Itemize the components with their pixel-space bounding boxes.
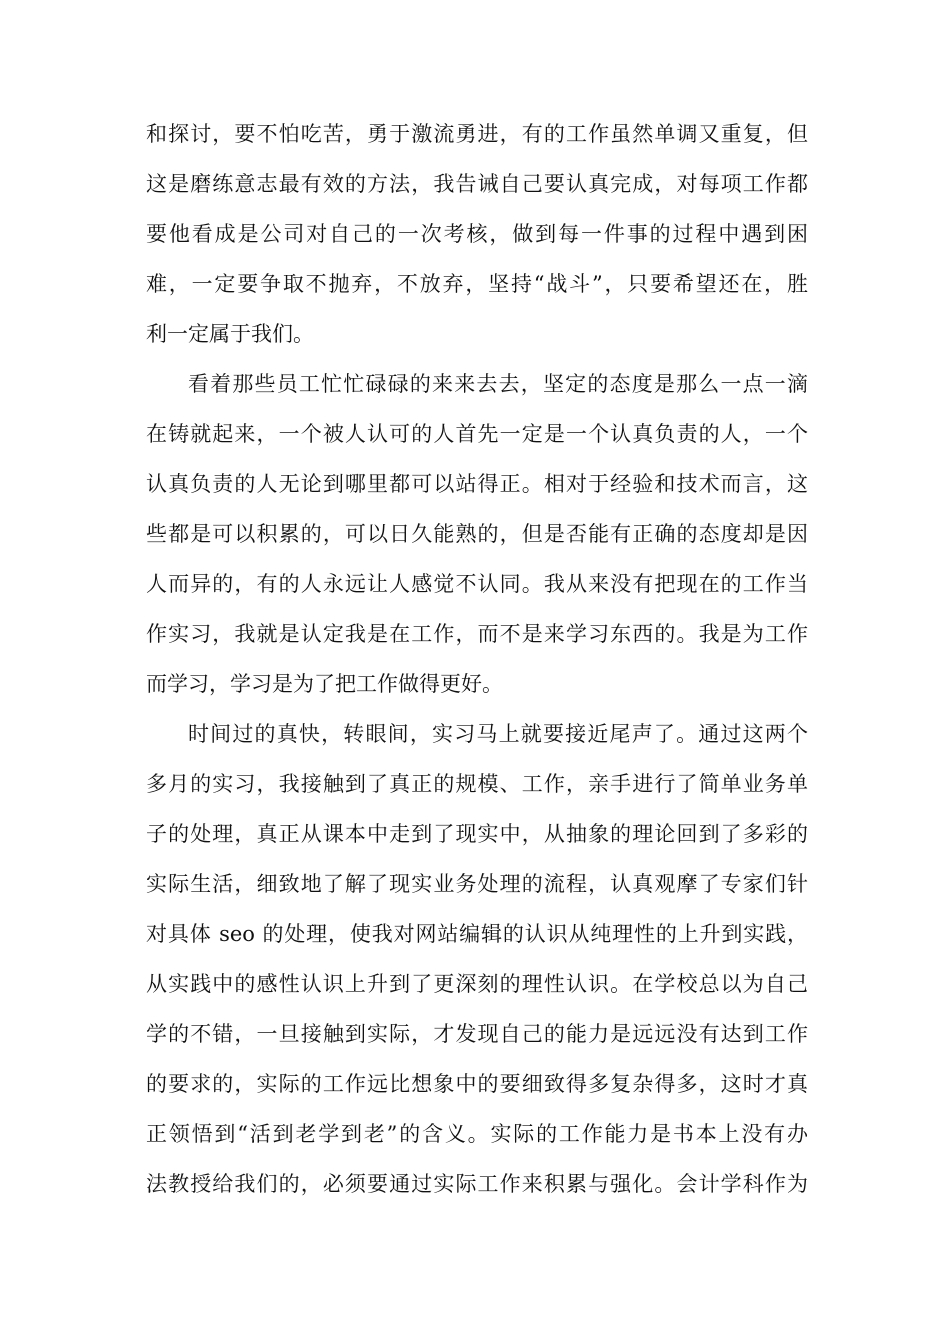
text-line: 要他看成是公司对自己的一次考核，做到每一件事的过程中遇到困 bbox=[146, 222, 808, 246]
text-line: 利一定属于我们。 bbox=[146, 322, 314, 346]
text-line: 些都是可以积累的，可以日久能熟的，但是否能有正确的态度却是因 bbox=[146, 522, 808, 546]
text-line: 对具体 seo 的处理，使我对网站编辑的认识从纯理性的上升到实践， bbox=[146, 922, 808, 946]
text-line: 时间过的真快，转眼间，实习马上就要接近尾声了。通过这两个 bbox=[188, 722, 808, 746]
text-line: 学的不错，一旦接触到实际，才发现自己的能力是远远没有达到工作 bbox=[146, 1022, 808, 1046]
text-line: 认真负责的人无论到哪里都可以站得正。相对于经验和技术而言，这 bbox=[146, 472, 808, 496]
text-line: 作实习，我就是认定我是在工作，而不是来学习东西的。我是为工作 bbox=[146, 622, 808, 646]
text-line: 难，一定要争取不抛弃，不放弃，坚持“战斗”，只要希望还在，胜 bbox=[146, 272, 808, 296]
text-line: 从实践中的感性认识上升到了更深刻的理性认识。在学校总以为自己 bbox=[146, 972, 808, 996]
text-line: 法教授给我们的，必须要通过实际工作来积累与强化。会计学科作为 bbox=[146, 1172, 808, 1196]
text-line: 和探讨，要不怕吃苦，勇于激流勇进，有的工作虽然单调又重复，但 bbox=[146, 122, 808, 146]
text-line: 人而异的，有的人永远让人感觉不认同。我从来没有把现在的工作当 bbox=[146, 572, 808, 596]
text-line: 看着那些员工忙忙碌碌的来来去去，坚定的态度是那么一点一滴 bbox=[188, 372, 808, 396]
text-line: 在铸就起来，一个被人认可的人首先一定是一个认真负责的人，一个 bbox=[146, 422, 808, 446]
text-line: 子的处理，真正从课本中走到了现实中，从抽象的理论回到了多彩的 bbox=[146, 822, 808, 846]
text-line: 多月的实习，我接触到了真正的规模、工作，亲手进行了简单业务单 bbox=[146, 772, 808, 796]
text-line: 实际生活，细致地了解了现实业务处理的流程，认真观摩了专家们针 bbox=[146, 872, 808, 896]
text-line: 这是磨练意志最有效的方法，我告诫自己要认真完成，对每项工作都 bbox=[146, 172, 808, 196]
text-line: 而学习，学习是为了把工作做得更好。 bbox=[146, 672, 503, 696]
text-line: 的要求的，实际的工作远比想象中的要细致得多复杂得多，这时才真 bbox=[146, 1072, 808, 1096]
text-line: 正领悟到“活到老学到老”的含义。实际的工作能力是书本上没有办 bbox=[146, 1122, 808, 1146]
